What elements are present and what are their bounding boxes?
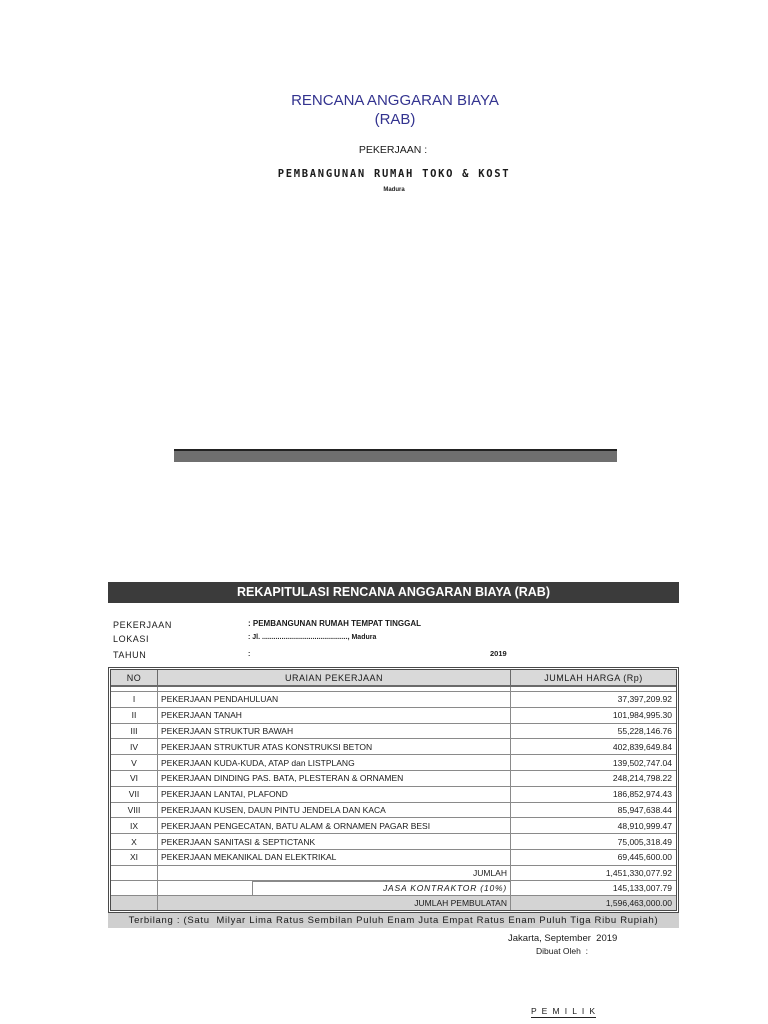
table-row xyxy=(111,724,676,740)
table-row xyxy=(111,834,676,850)
row-price: 186,852,974.43 xyxy=(612,789,672,800)
header-price: JUMLAH HARGA (Rp) xyxy=(544,672,643,683)
table-row xyxy=(111,708,676,724)
row-price: 48,910,999.47 xyxy=(617,820,672,831)
row-item: PEKERJAAN KUSEN, DAUN PINTU JENDELA DAN KACA xyxy=(158,803,511,818)
row-price: 75,005,318.49 xyxy=(617,836,672,847)
row-item: PEKERJAAN SANITASI & SEPTICTANK xyxy=(158,834,511,849)
row-price: 55,228,146.76 xyxy=(617,725,672,736)
header-no: NO xyxy=(111,670,158,685)
cover-location: Madura xyxy=(383,187,405,193)
row-no: IX xyxy=(111,818,158,833)
subtotal-row xyxy=(111,866,676,881)
row-no: V xyxy=(111,755,158,770)
signature-role: P E M I L I K xyxy=(531,1006,597,1016)
amount-in-words: Terbilang : (Satu Milyar Lima Ratus Sembilan Puluh Enam Juta Empat Ratus Enam Puluh Tiga Ribu Rupiah) xyxy=(108,913,679,928)
row-item: PEKERJAAN LANTAI, PLAFOND xyxy=(158,787,511,802)
row-item: PEKERJAAN STRUKTUR ATAS KONSTRUKSI BETON xyxy=(158,739,511,754)
row-price: 402,839,649.84 xyxy=(612,741,672,752)
rab-table xyxy=(108,667,679,913)
recap-heading: REKAPITULASI RENCANA ANGGARAN BIAYA (RAB) xyxy=(108,582,679,603)
row-item: PEKERJAAN KUDA-KUDA, ATAP dan LISTPLANG xyxy=(158,755,511,770)
row-no: I xyxy=(111,692,158,707)
info-year-value: 2019 xyxy=(490,649,507,658)
row-price: 248,214,798.22 xyxy=(612,773,672,784)
info-location-value: : Jl. ............................................, Madura xyxy=(248,634,377,641)
row-item: PEKERJAAN PENGECATAN, BATU ALAM & ORNAMEN PAGAR BESI xyxy=(158,818,511,833)
table-header-row xyxy=(111,670,676,687)
row-no: XI xyxy=(111,850,158,865)
table-row xyxy=(111,755,676,771)
table-row xyxy=(111,803,676,819)
row-no: X xyxy=(111,834,158,849)
contractor-fee-label: JASA KONTRAKTOR (10%) xyxy=(252,881,510,895)
row-price: 101,984,995.30 xyxy=(612,710,672,721)
signature-place-date: Jakarta, September 2019 xyxy=(508,933,618,944)
subtotal-label: JUMLAH xyxy=(158,866,511,880)
cover-project-name: PEMBANGUNAN RUMAH TOKO & KOST xyxy=(277,168,511,180)
row-no: IV xyxy=(111,739,158,754)
info-year-label: TAHUN xyxy=(113,649,147,660)
row-item: PEKERJAAN TANAH xyxy=(158,708,511,723)
rounded-total-value: 1,596,463,000.00 xyxy=(605,897,672,908)
table-row xyxy=(111,818,676,834)
rounded-total-row xyxy=(111,896,676,910)
table-row xyxy=(111,739,676,755)
table-row xyxy=(111,850,676,866)
info-location-label: LOKASI xyxy=(113,633,150,644)
rounded-total-label: JUMLAH PEMBULATAN xyxy=(158,896,511,910)
contractor-fee-value: 145,133,007.79 xyxy=(612,882,672,893)
cover-divider-bar xyxy=(174,449,617,462)
row-item: PEKERJAAN MEKANIKAL DAN ELEKTRIKAL xyxy=(158,850,511,865)
subtotal-value: 1,451,330,077.92 xyxy=(605,867,672,878)
row-no: III xyxy=(111,724,158,739)
header-item: URAIAN PEKERJAAN xyxy=(158,670,511,685)
table-row xyxy=(111,692,676,708)
row-item: PEKERJAAN DINDING PAS. BATA, PLESTERAN & ORNAMEN xyxy=(158,771,511,786)
cover-subtitle: (RAB) xyxy=(374,111,416,128)
row-price: 139,502,747.04 xyxy=(612,757,672,768)
row-item: PEKERJAAN STRUKTUR BAWAH xyxy=(158,724,511,739)
row-price: 69,445,600.00 xyxy=(617,852,672,863)
row-price: 37,397,209.92 xyxy=(617,694,672,705)
table-row xyxy=(111,771,676,787)
info-work-value: : PEMBANGUNAN RUMAH TEMPAT TINGGAL xyxy=(248,619,422,628)
row-no: VIII xyxy=(111,803,158,818)
cover-work-label: PEKERJAAN : xyxy=(358,144,428,156)
info-year-colon: : xyxy=(248,651,251,658)
signature-made-by: Dibuat Oleh : xyxy=(536,946,588,956)
row-price: 85,947,638.44 xyxy=(617,804,672,815)
info-work-label: PEKERJAAN xyxy=(113,619,172,630)
row-no: II xyxy=(111,708,158,723)
row-no: VII xyxy=(111,787,158,802)
row-no: VI xyxy=(111,771,158,786)
contractor-fee-row xyxy=(111,881,676,896)
row-item: PEKERJAAN PENDAHULUAN xyxy=(158,692,511,707)
cover-title: RENCANA ANGGARAN BIAYA xyxy=(291,92,499,109)
table-row xyxy=(111,787,676,803)
